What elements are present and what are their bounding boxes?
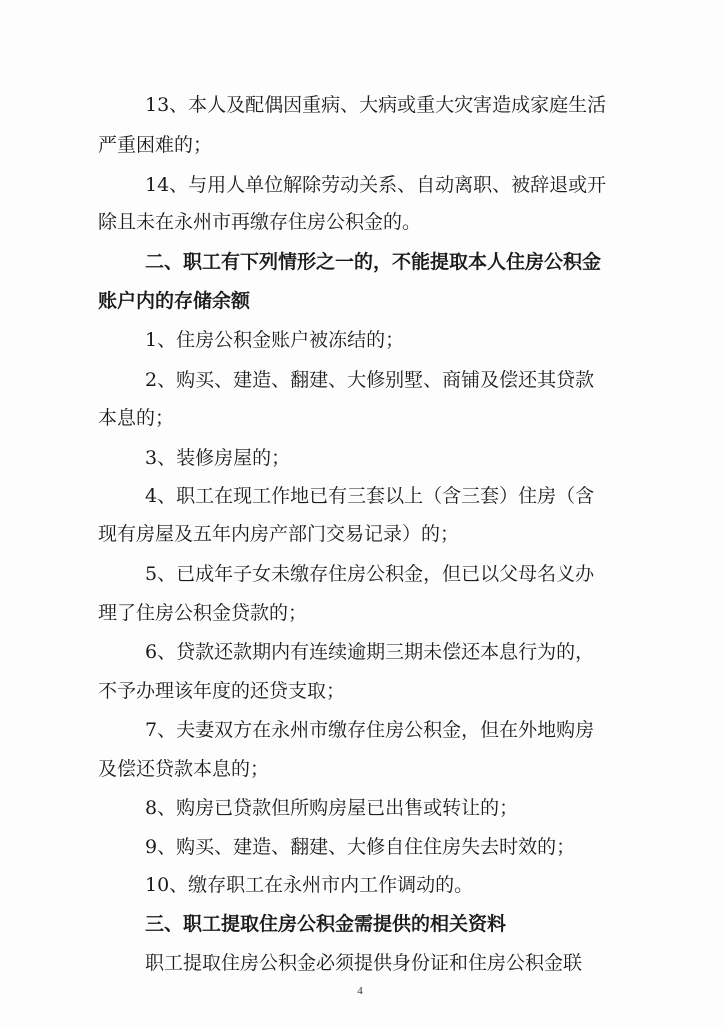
section-2-item-3: 3、装修房屋的；: [145, 447, 291, 469]
section-2-item-10: 10、缴存职工在永州市内工作调动的。: [145, 874, 474, 896]
section-2-item-4-line-1: 4、职工在现工作地已有三套以上（含三套）住房（含: [145, 485, 595, 507]
section-2-item-4-line-2: 现有房屋及五年内房产部门交易记录）的；: [98, 523, 460, 545]
section-2-item-2-line-2: 本息的；: [98, 407, 175, 429]
section-2-item-6-line-2: 不予办理该年度的还贷支取；: [98, 680, 346, 702]
section-2-item-8: 8、购房已贷款但所购房屋已出售或转让的；: [145, 797, 519, 819]
section-3-paragraph-line-1: 职工提取住房公积金必须提供身份证和住房公积金联: [145, 952, 583, 974]
section-2-heading-line-2: 账户内的存储余额: [98, 290, 251, 312]
section-2-item-1: 1、住房公积金账户被冻结的；: [145, 329, 405, 351]
section-2-heading-line-1: 二、职工有下列情形之一的，不能提取本人住房公积金: [145, 251, 602, 273]
section-2-item-6-line-1: 6、贷款还款期内有连续逾期三期未偿还本息行为的，: [145, 641, 595, 663]
section-2-item-7-line-1: 7、夫妻双方在永州市缴存住房公积金，但在外地购房: [145, 719, 595, 741]
section-2-item-5-line-1: 5、已成年子女未缴存住房公积金，但已以父母名义办: [145, 563, 595, 585]
section-3-heading: 三、职工提取住房公积金需提供的相关资料: [145, 913, 507, 935]
section-2-item-7-line-2: 及偿还贷款本息的；: [98, 758, 270, 780]
section-2-item-5-line-2: 理了住房公积金贷款的；: [98, 602, 308, 624]
item-13-line-1: 13、本人及配偶因重病、大病或重大灾害造成家庭生活: [145, 94, 607, 116]
page-number: 4: [357, 985, 363, 997]
item-13-line-2: 严重困难的；: [98, 134, 213, 156]
section-2-item-9: 9、购买、建造、翻建、大修自住住房失去时效的；: [145, 836, 576, 858]
item-14-line-1: 14、与用人单位解除劳动关系、自动离职、被辞退或开: [145, 174, 607, 196]
section-2-item-2-line-1: 2、购买、建造、翻建、大修别墅、商铺及偿还其贷款: [145, 369, 595, 391]
item-14-line-2: 除且未在永州市再缴存住房公积金的。: [98, 211, 422, 233]
